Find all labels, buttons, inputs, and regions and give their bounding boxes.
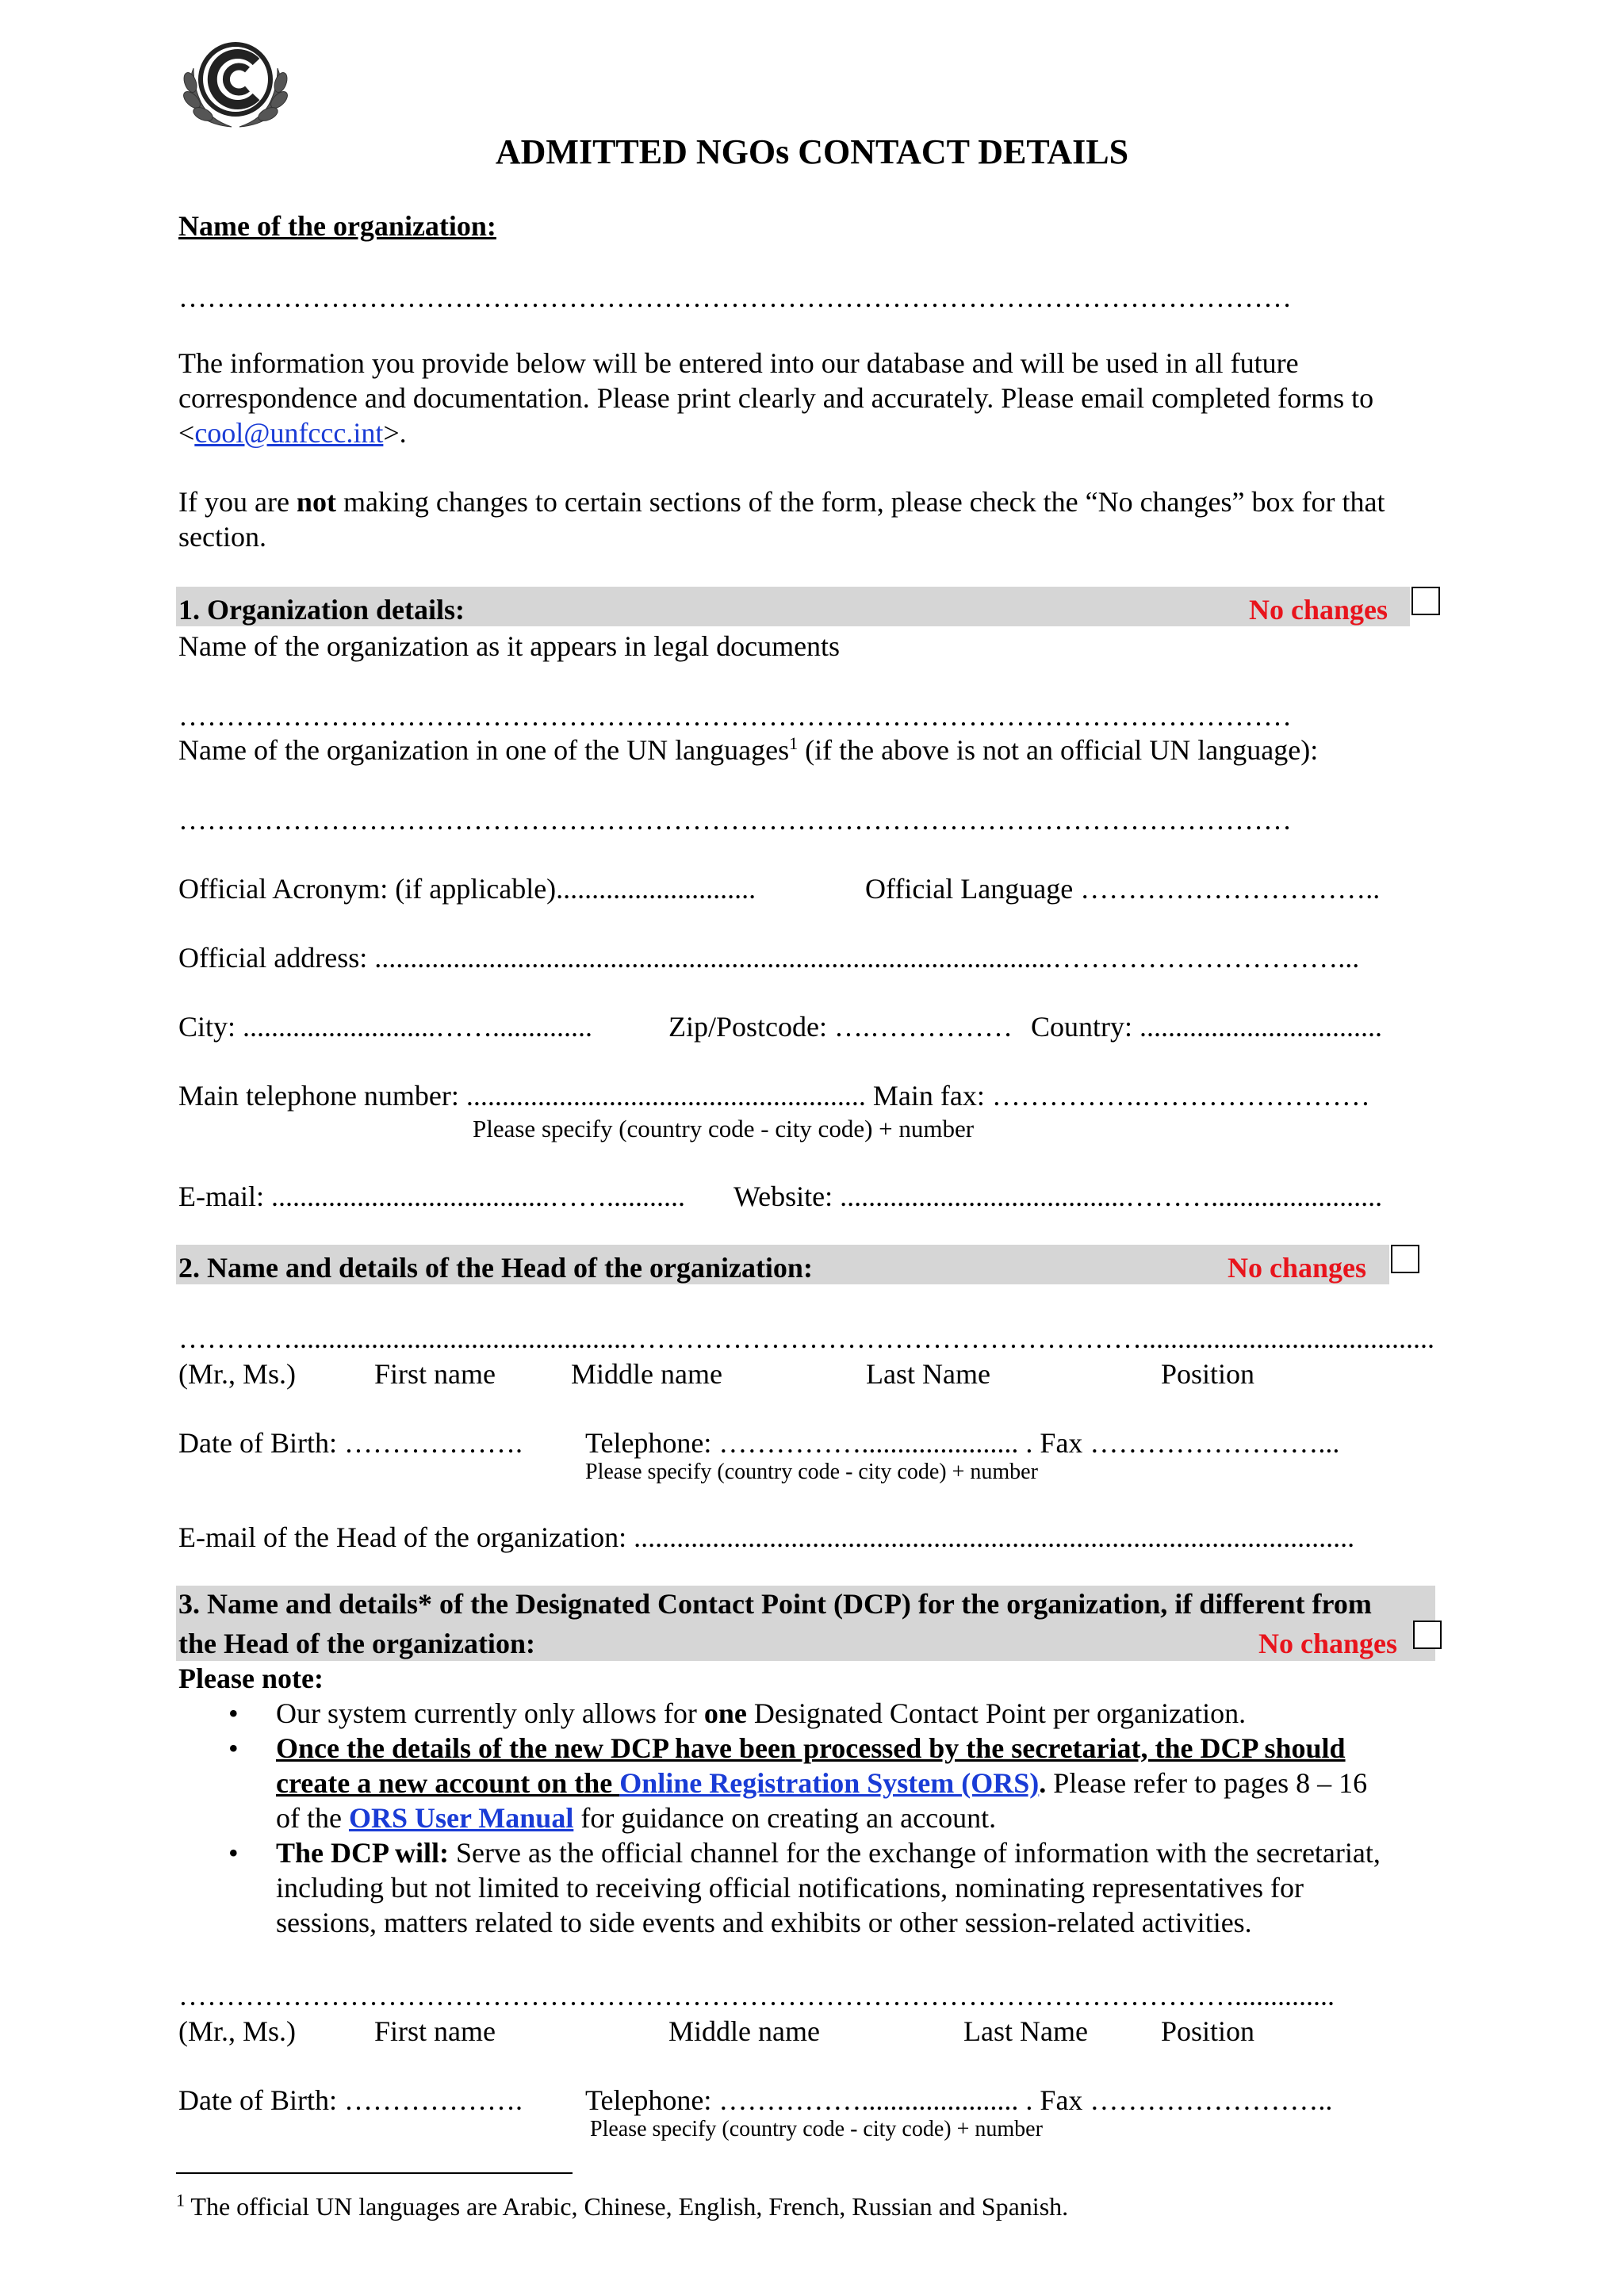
bullet-3-line-2: including but not limited to receiving official notifications, nominating representatives for: [276, 1872, 1304, 1904]
section-2-no-changes-label: No changes: [1228, 1252, 1367, 1284]
contact-email-link[interactable]: cool@unfccc.int: [194, 417, 384, 449]
bullet-3-marker: •: [228, 1837, 239, 1869]
dcp-col-first-name: First name: [374, 2015, 496, 2047]
un-language-text: Name of the organization in one of the UN languages: [178, 734, 790, 766]
intro-line-1: The information you provide below will be entered into our database and will be used in all future: [178, 347, 1299, 379]
legal-name-field[interactable]: ………………………………………………………………………………………………………: [178, 700, 1292, 732]
email-bracket-open: <: [178, 417, 195, 449]
section-1-no-changes-checkbox[interactable]: [1411, 587, 1440, 615]
dcp-col-title: (Mr., Ms.): [178, 2015, 297, 2047]
footnote-divider: [176, 2172, 573, 2174]
official-language-field[interactable]: Official Language …………………………..: [865, 873, 1381, 905]
col-middle-name: Middle name: [571, 1358, 722, 1390]
un-language-text: (if the above is not an official UN language):: [798, 734, 1319, 766]
zip-field[interactable]: Zip/Postcode: ….……………: [668, 1011, 1013, 1043]
col-first-name: First name: [374, 1358, 496, 1390]
head-phone-format-hint: Please specify (country code - city code) + number: [585, 1460, 1038, 1484]
city-field[interactable]: City: ...........................……..............: [178, 1011, 593, 1043]
bullet-3-line-1: [276, 1836, 1381, 1870]
please-note-heading: Please note:: [178, 1663, 324, 1694]
bullet-2-text-part: Please refer to pages 8 – 16: [1046, 1767, 1368, 1799]
section-3-heading-line-2: the Head of the organization:: [178, 1628, 535, 1659]
bullet-3-emphasis: The DCP will:: [276, 1837, 450, 1869]
section-1-no-changes-label: No changes: [1249, 594, 1388, 626]
col-title: (Mr., Ms.): [178, 1358, 297, 1390]
website-field[interactable]: Website: ........................................………........................: [733, 1181, 1383, 1212]
unfccc-logo: [176, 36, 295, 132]
bullet-3-text-part: Serve as the official channel for the exchange of information with the secretariat,: [449, 1837, 1381, 1869]
head-dob-field[interactable]: Date of Birth: ……………….: [178, 1427, 523, 1459]
section-2-heading: 2. Name and details of the Head of the organization:: [178, 1252, 813, 1284]
intro-line-3: [178, 416, 407, 450]
head-name-field[interactable]: …………...............................................……………………………………………….........................................: [178, 1322, 1434, 1354]
bullet-2-line-2: [276, 1766, 1367, 1800]
dcp-col-middle-name: Middle name: [668, 2015, 820, 2047]
bullet-2-text-part: of the: [276, 1802, 349, 1834]
col-last-name: Last Name: [866, 1358, 990, 1390]
bullet-1-text-part: Our system currently only allows for: [276, 1697, 704, 1729]
col-position: Position: [1161, 1358, 1255, 1390]
dcp-dob-field[interactable]: Date of Birth: ……………….: [178, 2084, 523, 2116]
main-phone-fax-field[interactable]: Main telephone number: ........................................................ Main fax: …………….……………………: [178, 1080, 1370, 1112]
dcp-name-field[interactable]: …………………………………………………………………………………………………..............: [178, 1980, 1335, 2011]
no-changes-note-line-2: section.: [178, 521, 266, 553]
note-text: making changes to certain sections of the form, please check the “No changes” box for that: [335, 486, 1385, 518]
acronym-field[interactable]: Official Acronym: (if applicable)............................: [178, 873, 756, 905]
section-2-no-changes-checkbox[interactable]: [1391, 1245, 1419, 1273]
note-emphasis: not: [296, 486, 336, 518]
dcp-phone-format-hint: Please specify (country code - city code) + number: [590, 2117, 1043, 2141]
un-language-name-field[interactable]: ………………………………………………………………………………………………………: [178, 804, 1292, 836]
phone-format-hint: Please specify (country code - city code) + number: [473, 1115, 975, 1142]
dcp-col-position: Position: [1161, 2015, 1255, 2047]
bullet-2-marker: •: [228, 1732, 239, 1764]
official-address-field[interactable]: Official address: ...............................................................................................…………………………...: [178, 942, 1360, 974]
bullet-1-text: [276, 1697, 1246, 1731]
ors-user-manual-link[interactable]: ORS User Manual: [348, 1802, 574, 1834]
dcp-telephone-fax-field[interactable]: Telephone: ……………...................... . Fax ……………………..: [585, 2084, 1333, 2116]
dcp-col-last-name: Last Name: [963, 2015, 1088, 2047]
bullet-2-text-part: create a new account on the: [276, 1767, 620, 1799]
bullet-3-line-3: sessions, matters related to side events and exhibits or other session-related activities.: [276, 1907, 1252, 1938]
email-field[interactable]: E-mail: .......................................……...........: [178, 1181, 685, 1212]
bullet-1-emphasis: one: [703, 1697, 747, 1729]
section-1-heading: 1. Organization details:: [178, 594, 465, 626]
email-bracket-close: >.: [383, 417, 407, 449]
bullet-1-text-part: Designated Contact Point per organization.: [746, 1697, 1247, 1729]
no-changes-note-line-1: [178, 485, 1385, 519]
bullet-1-marker: •: [228, 1697, 239, 1729]
page-title: ADMITTED NGOs CONTACT DETAILS: [495, 132, 1129, 171]
footnote: [176, 2191, 1068, 2221]
bullet-2-period: .: [1039, 1767, 1047, 1799]
bullet-2-line-1: Once the details of the new DCP have been processed by the secretariat, the DCP should: [276, 1732, 1346, 1764]
section-3-no-changes-checkbox[interactable]: [1413, 1621, 1442, 1649]
footnote-mark: 1: [176, 2190, 185, 2210]
footnote-text: The official UN languages are Arabic, Chinese, English, French, Russian and Spanish.: [185, 2192, 1069, 2221]
country-field[interactable]: Country: ..................................: [1031, 1011, 1383, 1043]
unfccc-emblem-icon: [176, 36, 295, 132]
org-name-label: Name of the organization:: [178, 210, 496, 242]
footnote-ref: 1: [789, 733, 799, 753]
intro-line-2: correspondence and documentation. Please print clearly and accurately. Please email completed forms to: [178, 382, 1374, 414]
ors-link[interactable]: Online Registration System (ORS): [619, 1767, 1040, 1799]
legal-name-label: Name of the organization as it appears in legal documents: [178, 630, 841, 662]
bullet-2-text-part: for guidance on creating an account.: [573, 1802, 997, 1834]
head-telephone-fax-field[interactable]: Telephone: ……………...................... . Fax ……………………...: [585, 1427, 1340, 1459]
section-3-no-changes-label: No changes: [1258, 1628, 1398, 1659]
head-email-field[interactable]: E-mail of the Head of the organization: .....................................................................................................: [178, 1521, 1355, 1553]
section-3-heading-line-1: 3. Name and details* of the Designated Contact Point (DCP) for the organization, if different from: [178, 1588, 1372, 1620]
org-name-field[interactable]: ………………………………………………………………………………………………………: [178, 281, 1292, 313]
note-text: If you are: [178, 486, 297, 518]
bullet-2-line-3: [276, 1801, 996, 1835]
un-language-name-label: [178, 733, 1318, 767]
